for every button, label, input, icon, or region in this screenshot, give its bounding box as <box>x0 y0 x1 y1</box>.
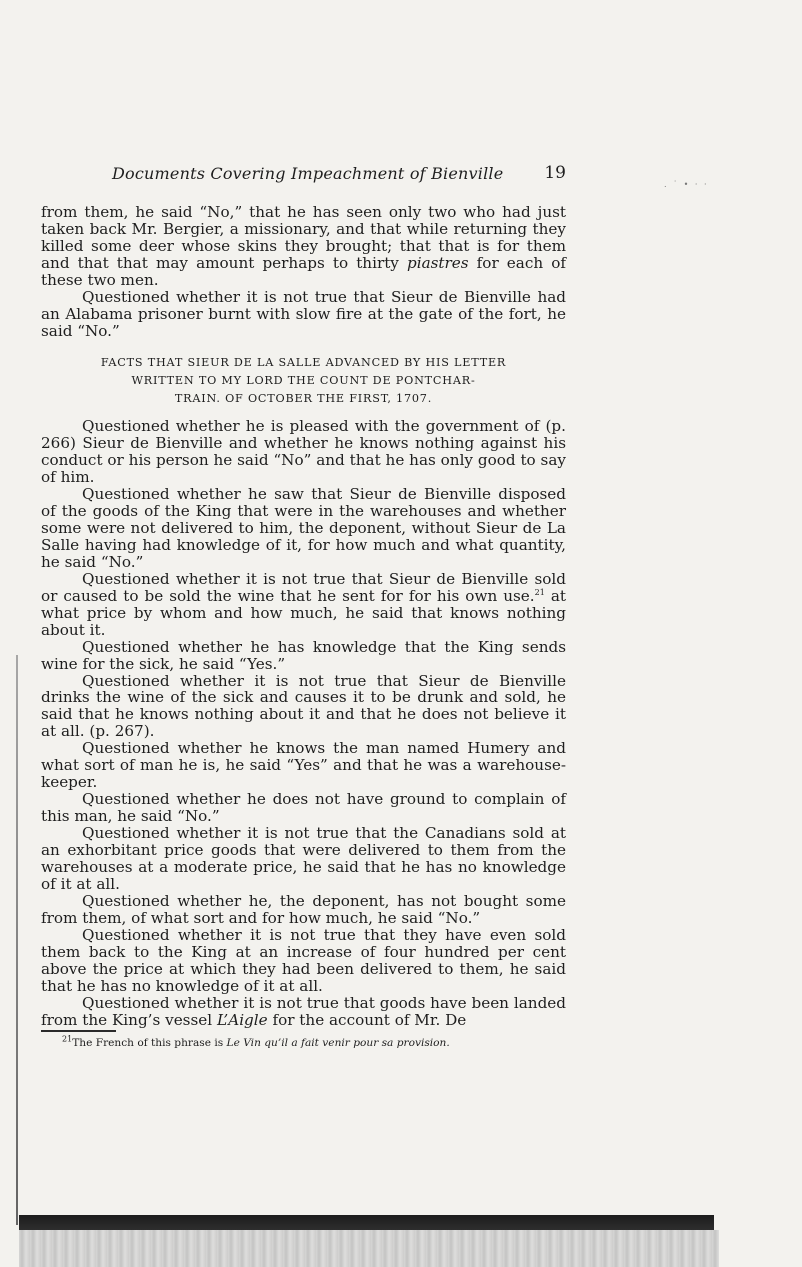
footnote-divider <box>41 1030 116 1032</box>
paragraph: Questioned whether he, the deponent, has not bought some from them, of what sort and for how much, he said “No.” <box>41 891 566 927</box>
section-heading-line: WRITTEN TO MY LORD THE COUNT DE PONTCHAR- <box>131 373 476 387</box>
paragraph: Questioned whether it is not true that Sieur de Bienville drinks the wine of the sick and causes it to be drunk and sold, he said that he knows nothing about it and that he does not believe it at all. (p. 267). <box>41 671 566 741</box>
paragraph: Questioned whether it is not true that goods have been landed from the King’s vessel L’Aigle for the account of Mr. De <box>41 993 566 1029</box>
paragraph: Questioned whether he has knowledge that the King sends wine for the sick, he said “Yes.” <box>41 637 566 673</box>
running-title: Documents Covering Impeachment of Bienville <box>112 164 504 183</box>
running-header <box>40 164 566 186</box>
vessel-name: L’Aigle <box>216 1010 268 1029</box>
paragraph: Questioned whether it is not true that Sieur de Bienville sold or caused to be sold the wine that he sent for for his own use.$^{21}$ at what price by whom and how much, he said that knows nothing about it. <box>41 569 566 639</box>
section-heading <box>41 354 566 409</box>
paragraph: Questioned whether it is not true that Sieur de Bienville had an Alabama prisoner burnt with slow fire at the gate of the fort, he said “No.” <box>41 287 566 340</box>
paragraph: Questioned whether he knows the man named Humery and what sort of man he is, he said “Yes” and that he was a warehouse-keeper. <box>41 739 566 792</box>
footnote <box>62 1036 567 1050</box>
footnote-text: The French of this phrase is <box>72 1037 227 1049</box>
paragraph: Questioned whether he saw that Sieur de Bienville disposed of the goods of the King that were in the warehouses and whether some were not delivered to him, the deponent, without Sieur de La Salle having had knowledge of it, for how much and what quantity, he said “No.” <box>41 485 566 571</box>
section-heading-line: TRAIN. OF OCTOBER THE FIRST, 1707. <box>174 392 433 406</box>
paragraph-continued: from them, he said “No,” that he has seen only two who had just taken back Mr. Bergier, a missionary, and that while returning they killed some deer whose skins they brought; that that is for them and that that may amount perhaps to thirty piastres for each of these two men. <box>41 203 566 289</box>
page-number: 19 <box>544 163 566 183</box>
scan-bottom-artifact <box>19 1230 719 1267</box>
italic-word: piastres <box>407 253 469 272</box>
footnote-reference: 21 <box>534 587 545 597</box>
paragraph: Questioned whether he is pleased with the government of (p. 266) Sieur de Bienville and whether he knows nothing against his conduct or his person he said “No” and that he has only good to say of him. <box>41 417 566 487</box>
section-heading-line: FACTS THAT SIEUR DE LA SALLE ADVANCED BY HIS LETTER <box>100 355 507 369</box>
page-edge-shadow <box>16 655 18 1225</box>
scan-bottom-band <box>19 1215 714 1230</box>
body-text <box>41 204 566 1029</box>
footnote-french-phrase: Le Vin qu’il a fait venir pour sa provision. <box>226 1037 450 1049</box>
paragraph: Questioned whether he does not have ground to complain of this man, he said “No.” <box>41 790 566 826</box>
paragraph: Questioned whether it is not true that they have even sold them back to the King at an increase of four hundred per cent above the price at which they had been delivered to them, he said that he has no knowledge of it at all. <box>41 925 566 995</box>
footnote-number: 21 <box>62 1034 73 1044</box>
paragraph: Questioned whether it is not true that the Canadians sold at an exhorbitant price goods that were delivered to them from the warehouses at a moderate price, he said that he has no knowledge of it at all. <box>41 824 566 893</box>
scan-specks: . ˙ • · · <box>664 180 709 189</box>
